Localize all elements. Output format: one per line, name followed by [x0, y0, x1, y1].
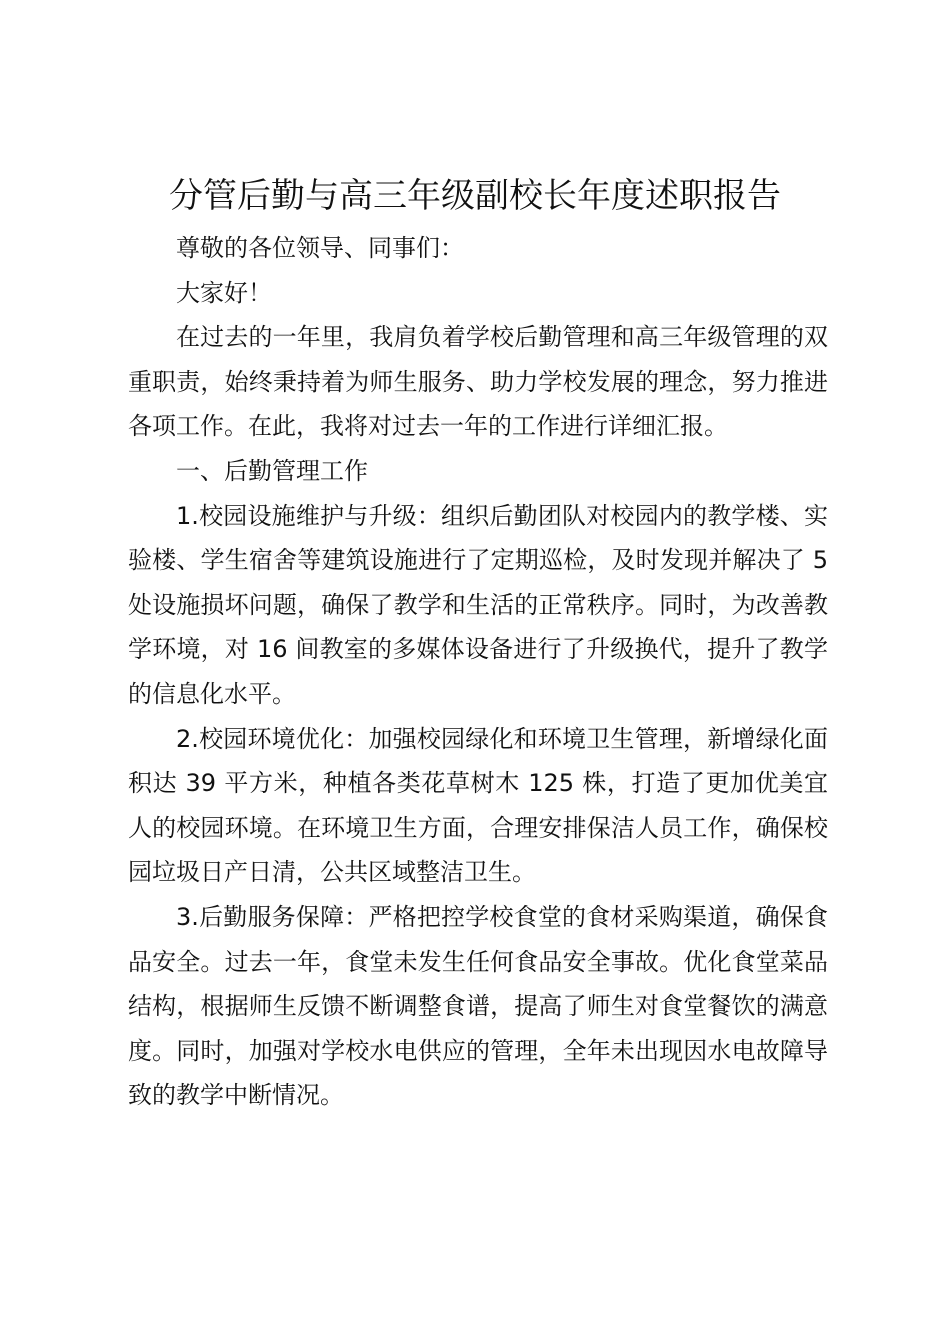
intro-paragraph: 在过去的一年里，我肩负着学校后勤管理和高三年级管理的双重职责，始终秉持着为师生服务、助力学校发展的理念，努力推进各项工作。在此，我将对过去一年的工作进行详细汇报。 — [128, 323, 828, 441]
salutation: 尊敬的各位领导、同事们： — [176, 234, 464, 262]
document-body — [128, 226, 828, 1118]
document-title: 分管后勤与高三年级副校长年度述职报告 — [169, 176, 781, 216]
greeting: 大家好！ — [176, 278, 272, 307]
paragraph-services: 3.后勤服务保障：严格把控学校食堂的食材采购渠道，确保食品安全。过去一年，食堂未发生任何食品安全事故。优化食堂菜品结构，根据师生反馈不断调整食谱，提高了师生对食堂餐饮的满意度。同时，加强对学校水电供应的管理，全年未出现因水电故障导致的教学中断情况。 — [128, 902, 828, 1110]
section-heading: 一、后勤管理工作 — [176, 456, 368, 485]
paragraph-environment: 2.校园环境优化：加强校园绿化和环境卫生管理，新增绿化面积达 39 平方米，种植各类花草树木 125 株，打造了更加优美宜人的校园环境。在环境卫生方面，合理安排保洁人员工作，确保校园垃圾日产日清，公共区域整洁卫生。 — [128, 724, 828, 887]
paragraph-facilities: 1.校园设施维护与升级：组织后勤团队对校园内的教学楼、实验楼、学生宿舍等建筑设施进行了定期巡检，及时发现并解决了 5 处设施损坏问题，确保了教学和生活的正常秩序。同时，为改善教学环境，对 16 间教室的多媒体设备进行了升级换代，提升了教学的信息化水平。 — [128, 501, 828, 708]
